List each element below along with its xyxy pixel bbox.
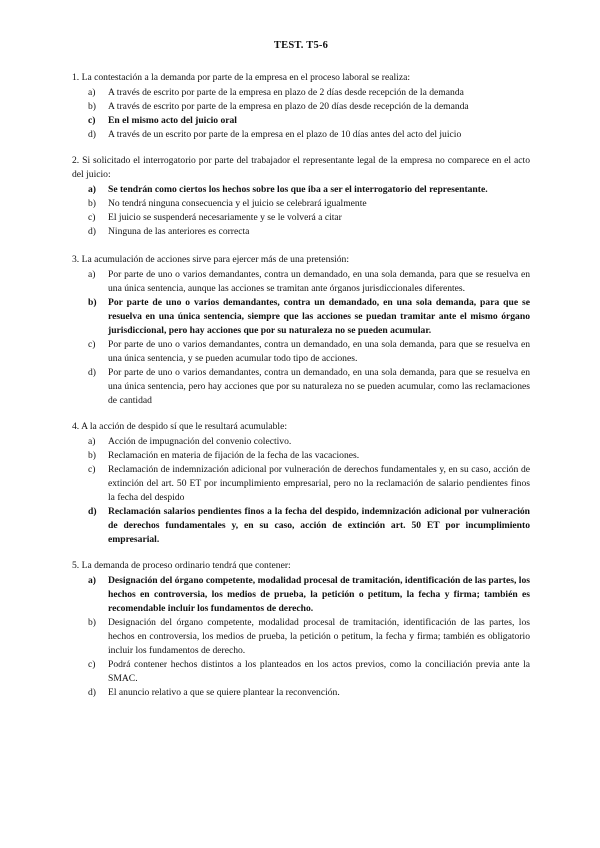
option-letter: a) xyxy=(88,184,96,195)
question-1 xyxy=(72,71,530,142)
option-letter: d) xyxy=(88,506,97,517)
document-title: TEST. T5-6 xyxy=(273,40,329,51)
option-letter: c) xyxy=(88,464,96,475)
answer-option xyxy=(72,658,530,686)
answer-option xyxy=(72,616,530,658)
option-text: El juicio se suspenderá necesariamente y se le volverá a citar xyxy=(108,212,342,223)
option-text: No tendrá ninguna consecuencia y el juicio se celebrará igualmente xyxy=(108,198,367,209)
option-letter: d) xyxy=(88,687,96,698)
option-text: Por parte de uno o varios demandantes, contra un demandado, en una sola demanda, para que se resuelva en una única sentencia, siempre que las acciones se puedan tramitar ante el mismo órgano jurisdiccional, pero hay acciones que por su naturaleza no se pueden acumular. xyxy=(108,297,530,336)
question-stem: 2. Si solicitado el interrogatorio por parte del trabajador el representante legal de la empresa no comparece en el acto del juicio: xyxy=(72,155,530,180)
option-text: Designación del órgano competente, modalidad procesal de tramitación, identificación de las partes, los hechos en controversia, los medios de prueba, la petición o petitum, la fecha y firma; también es obligatorio incluir los fundamentos de derecho. xyxy=(108,617,530,656)
answer-option xyxy=(72,86,530,100)
option-text: Reclamación en materia de fijación de la fecha de las vacaciones. xyxy=(108,450,360,461)
answer-option xyxy=(72,463,530,505)
answer-option xyxy=(72,449,530,463)
option-text: Reclamación salarios pendientes finos a la fecha del despido, indemnización adicional por vulneración de derechos fundamentales y, en su caso, acción de extinción art. 50 ET por incumplimiento empresarial. xyxy=(108,506,530,545)
answer-option-correct xyxy=(72,505,530,547)
option-letter: a) xyxy=(88,436,96,447)
option-list xyxy=(72,435,530,547)
answer-option xyxy=(72,268,530,296)
answer-option xyxy=(72,366,530,408)
answer-option xyxy=(72,128,530,142)
option-letter: c) xyxy=(88,115,96,126)
answer-option-correct xyxy=(72,574,530,616)
option-text: El anuncio relativo a que se quiere plantear la reconvención. xyxy=(108,687,340,698)
question-4 xyxy=(72,420,530,547)
option-letter: b) xyxy=(88,101,96,112)
answer-option-correct xyxy=(72,183,530,197)
answer-option xyxy=(72,435,530,449)
answer-option xyxy=(72,197,530,211)
option-letter: b) xyxy=(88,198,96,209)
question-2 xyxy=(72,154,530,239)
option-letter: d) xyxy=(88,367,96,378)
option-list xyxy=(72,574,530,700)
option-letter: b) xyxy=(88,617,96,628)
option-letter: c) xyxy=(88,339,96,350)
option-letter: a) xyxy=(88,87,96,98)
option-text: A través de escrito por parte de la empresa en plazo de 2 días desde recepción de la demanda xyxy=(108,87,464,98)
option-list xyxy=(72,268,530,408)
option-letter: a) xyxy=(88,269,96,280)
option-text: Por parte de uno o varios demandantes, contra un demandado, en una sola demanda, para que se resuelva en una única sentencia, y se pueden acumular todo tipo de acciones. xyxy=(108,339,530,364)
answer-option xyxy=(72,100,530,114)
question-3 xyxy=(72,253,530,408)
question-stem: 5. La demanda de proceso ordinario tendrá que contener: xyxy=(72,560,291,571)
option-list xyxy=(72,86,530,142)
option-letter: b) xyxy=(88,297,97,308)
option-letter: b) xyxy=(88,450,96,461)
option-text: Reclamación de indemnización adicional por vulneración de derechos fundamentales y, en su caso, acción de extinción del art. 50 ET por incumplimiento empresarial, pero no la reclamación de salario pendientes finos la fecha del despido xyxy=(108,464,530,503)
answer-option xyxy=(72,338,530,366)
question-stem: 3. La acumulación de acciones sirve para ejercer más de una pretensión: xyxy=(72,254,350,265)
option-list xyxy=(72,183,530,239)
option-text: Se tendrán como ciertos los hechos sobre los que iba a ser el interrogatorio del representante. xyxy=(108,184,488,195)
option-text: Por parte de uno o varios demandantes, contra un demandado, en una sola demanda, para que se resuelva en una única sentencia, aunque las acciones se tramitan ante órganos jurisdiccionales diferentes. xyxy=(108,269,530,294)
option-letter: c) xyxy=(88,212,96,223)
question-stem: 4. A la acción de despido sí que le resultará acumulable: xyxy=(72,421,287,432)
option-letter: d) xyxy=(88,129,96,140)
option-letter: d) xyxy=(88,226,96,237)
option-text: Podrá contener hechos distintos a los planteados en los actos previos, como la conciliación previa ante la SMAC. xyxy=(108,659,530,684)
option-text: Acción de impugnación del convenio colectivo. xyxy=(108,436,292,447)
question-stem: 1. La contestación a la demanda por parte de la empresa en el proceso laboral se realiza: xyxy=(72,72,411,83)
option-letter: c) xyxy=(88,659,96,670)
option-text: A través de un escrito por parte de la empresa en el plazo de 10 días antes del acto del juicio xyxy=(108,129,462,140)
answer-option-correct xyxy=(72,296,530,338)
option-text: Por parte de uno o varios demandantes, contra un demandado, en una sola demanda, para que se resuelva en una única sentencia, pero hay acciones que por su naturaleza no se pueden acumular, como las reclamaciones de cantidad xyxy=(108,367,530,406)
option-text: En el mismo acto del juicio oral xyxy=(108,115,237,126)
option-text: Ninguna de las anteriores es correcta xyxy=(108,226,250,237)
option-text: Designación del órgano competente, modalidad procesal de tramitación, identificación de las partes, los hechos en controversia, los medios de prueba, la petición o petitum, la fecha y firma; también es recomendable incluir los fundamentos de derecho. xyxy=(108,575,530,614)
option-letter: a) xyxy=(88,575,96,586)
answer-option xyxy=(72,686,530,700)
question-list xyxy=(72,71,530,700)
answer-option xyxy=(72,211,530,225)
question-5 xyxy=(72,559,530,700)
option-text: A través de escrito por parte de la empresa en plazo de 20 días desde recepción de la demanda xyxy=(108,101,469,112)
answer-option-correct xyxy=(72,114,530,128)
answer-option xyxy=(72,225,530,239)
